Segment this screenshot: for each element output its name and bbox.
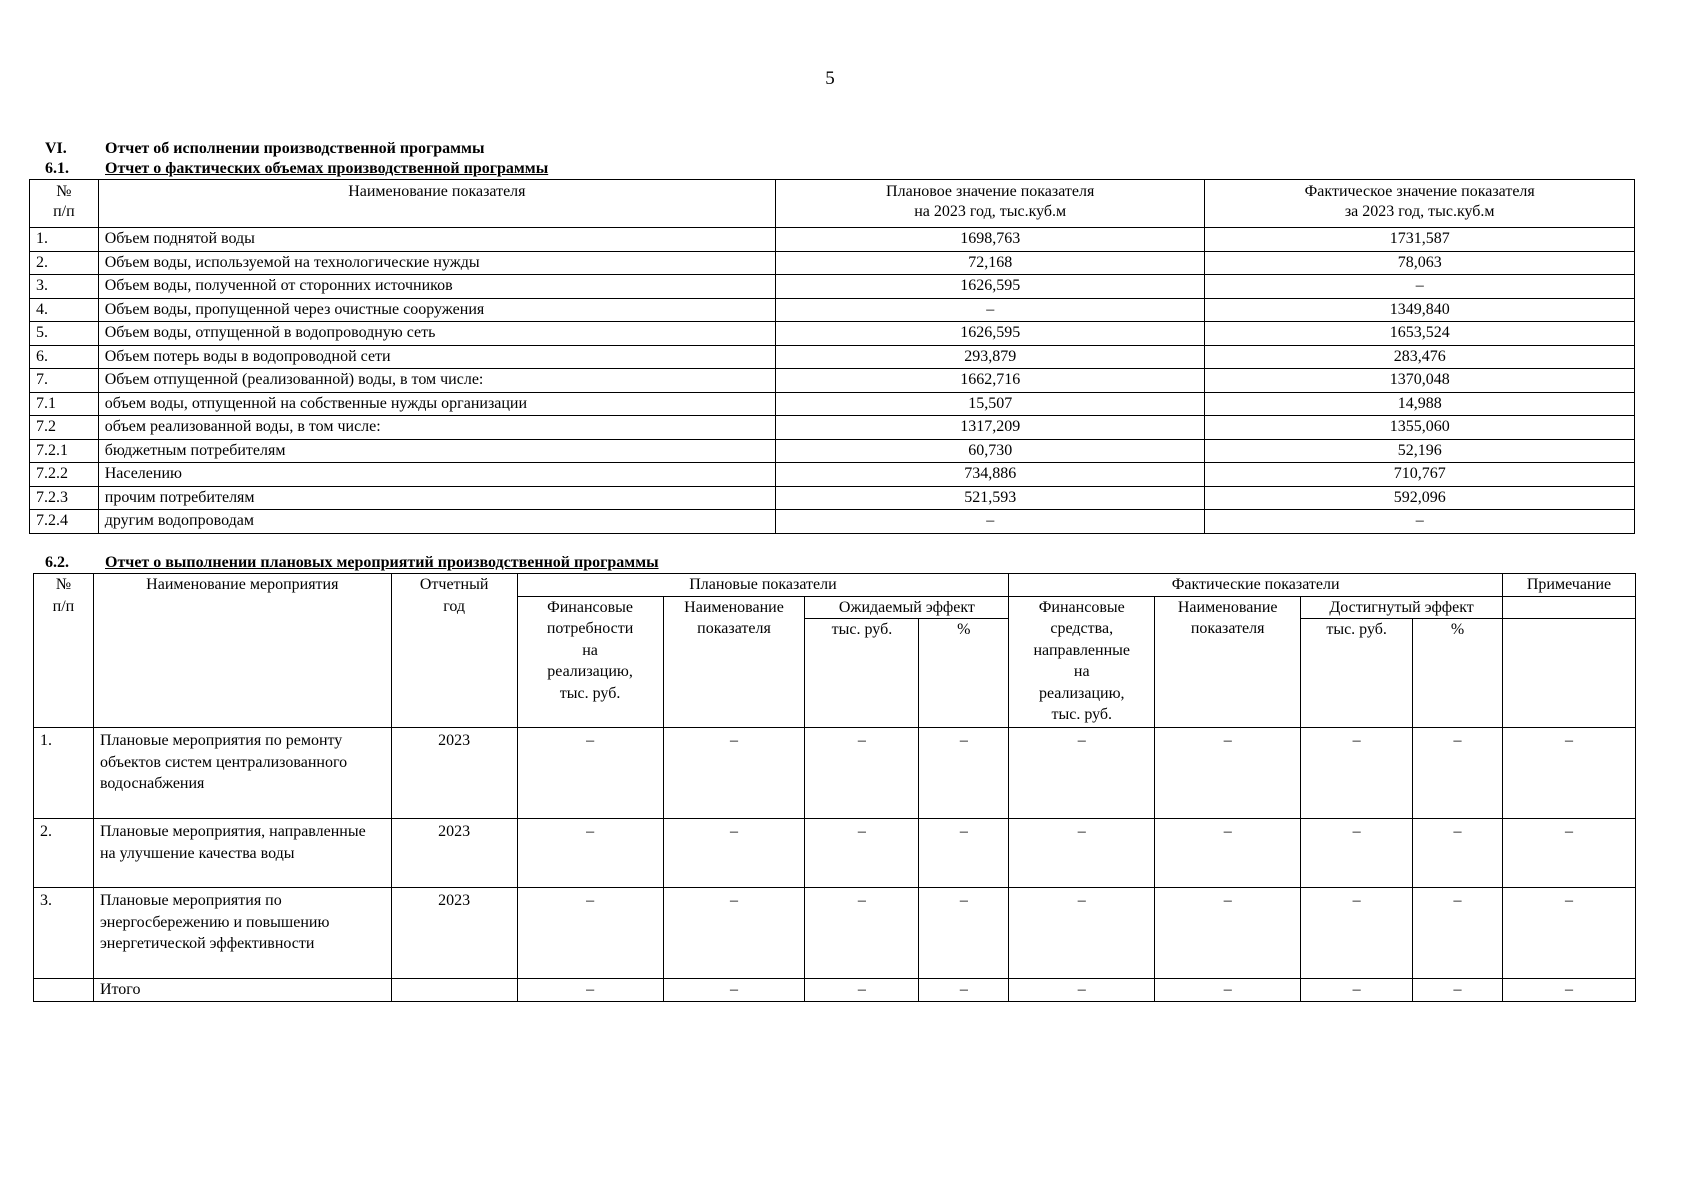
section-vi-title: Отчет об исполнении производственной программы <box>105 140 485 157</box>
report-year: 2023 <box>391 819 517 888</box>
measure-value: – <box>1301 979 1413 1002</box>
measure-value: – <box>663 728 805 819</box>
fact-value: 1370,048 <box>1205 369 1635 393</box>
section-61-heading <box>45 160 548 178</box>
indicator-name: Объем поднятой воды <box>98 228 775 252</box>
report-year: 2023 <box>391 888 517 979</box>
row-number: 7.2.2 <box>30 463 99 487</box>
table2-body <box>34 728 1636 1002</box>
indicator-name: Объем воды, отпущенной в водопроводную сеть <box>98 322 775 346</box>
page-number: 5 <box>825 68 835 89</box>
row-number: 2. <box>30 251 99 275</box>
indicator-name: другим водопроводам <box>98 510 775 534</box>
section-62-heading <box>45 554 659 572</box>
fact-value: 14,988 <box>1205 392 1635 416</box>
table1-body <box>30 228 1635 534</box>
measure-value: – <box>919 888 1009 979</box>
fact-value: 283,476 <box>1205 345 1635 369</box>
table2-header-note-spacer <box>1502 596 1635 619</box>
measure-value: – <box>919 819 1009 888</box>
measure-number: 1. <box>34 728 94 819</box>
table2-header-plan-effect: Ожидаемый эффект <box>805 596 1009 619</box>
indicator-name: объем воды, отпущенной на собственные нужды организации <box>98 392 775 416</box>
plan-value: 521,593 <box>776 486 1205 510</box>
indicator-name: Объем воды, пропущенной через очистные сооружения <box>98 298 775 322</box>
measure-value: – <box>1502 728 1635 819</box>
fact-value: 1349,840 <box>1205 298 1635 322</box>
table-row <box>30 463 1635 487</box>
measure-value: – <box>517 979 663 1002</box>
row-number: 5. <box>30 322 99 346</box>
measure-name: Плановые мероприятия по ремонту объектов систем централизованного водоснабжения <box>93 728 391 819</box>
measure-value: – <box>1413 979 1503 1002</box>
measure-value: – <box>1155 979 1301 1002</box>
table2-header-plan-rub: тыс. руб. <box>805 619 919 728</box>
measure-value: – <box>1413 819 1503 888</box>
plan-value: 734,886 <box>776 463 1205 487</box>
fact-value: 710,767 <box>1205 463 1635 487</box>
indicator-name: бюджетным потребителям <box>98 439 775 463</box>
plan-value: 72,168 <box>776 251 1205 275</box>
indicator-name: прочим потребителям <box>98 486 775 510</box>
plan-value: 15,507 <box>776 392 1205 416</box>
measure-value: – <box>663 819 805 888</box>
table-row <box>34 888 1636 979</box>
measure-name: Итого <box>93 979 391 1002</box>
measure-value: – <box>805 888 919 979</box>
report-year: 2023 <box>391 728 517 819</box>
table2-header-fact-pct: % <box>1413 619 1503 728</box>
measure-number <box>34 979 94 1002</box>
table2-header-name: Наименование мероприятия <box>93 574 391 728</box>
table2-header-plan-pct: % <box>919 619 1009 728</box>
table2-header-plan-fin: Финансовые потребности на реализацию, тыс. руб. <box>517 596 663 728</box>
measure-value: – <box>517 728 663 819</box>
table-row <box>30 298 1635 322</box>
measure-value: – <box>919 979 1009 1002</box>
plan-value: 1698,763 <box>776 228 1205 252</box>
measure-value: – <box>1502 888 1635 979</box>
section-61-number: 6.1. <box>45 160 69 177</box>
fact-value: 1653,524 <box>1205 322 1635 346</box>
measure-name: Плановые мероприятия по энергосбережению и повышению энергетической эффективности <box>93 888 391 979</box>
row-number: 7.2.1 <box>30 439 99 463</box>
table-row <box>30 275 1635 299</box>
measure-value: – <box>919 728 1009 819</box>
measure-name: Плановые мероприятия, направленные на улучшение качества воды <box>93 819 391 888</box>
plan-value: 1662,716 <box>776 369 1205 393</box>
table-row <box>30 510 1635 534</box>
row-number: 7. <box>30 369 99 393</box>
plan-value: 60,730 <box>776 439 1205 463</box>
plan-value: 293,879 <box>776 345 1205 369</box>
measure-value: – <box>1009 979 1155 1002</box>
measure-value: – <box>805 819 919 888</box>
planned-measures-table <box>33 573 1636 1002</box>
section-62-number: 6.2. <box>45 554 69 571</box>
measure-value: – <box>1155 728 1301 819</box>
row-number: 7.1 <box>30 392 99 416</box>
measure-value: – <box>663 888 805 979</box>
table-row <box>34 728 1636 819</box>
row-number: 7.2 <box>30 416 99 440</box>
row-number: 1. <box>30 228 99 252</box>
table-row <box>30 369 1635 393</box>
measure-value: – <box>517 888 663 979</box>
indicator-name: Объем воды, полученной от сторонних источников <box>98 275 775 299</box>
measure-value: – <box>1009 728 1155 819</box>
measure-number: 2. <box>34 819 94 888</box>
fact-value: – <box>1205 275 1635 299</box>
fact-value: 592,096 <box>1205 486 1635 510</box>
section-62-title: Отчет о выполнении плановых мероприятий производственной программы <box>105 554 659 571</box>
table-row <box>30 486 1635 510</box>
table2-header-fact-rub: тыс. руб. <box>1301 619 1413 728</box>
measure-value: – <box>663 979 805 1002</box>
plan-value: – <box>776 298 1205 322</box>
table-row <box>30 392 1635 416</box>
fact-value: – <box>1205 510 1635 534</box>
plan-value: 1626,595 <box>776 322 1205 346</box>
row-number: 4. <box>30 298 99 322</box>
section-61-title: Отчет о фактических объемах производственной программы <box>105 160 549 177</box>
indicator-name: Объем потерь воды в водопроводной сети <box>98 345 775 369</box>
table1-header-name: Наименование показателя <box>98 180 775 228</box>
measure-value: – <box>1413 888 1503 979</box>
fact-value: 78,063 <box>1205 251 1635 275</box>
measure-value: – <box>1502 819 1635 888</box>
measure-number: 3. <box>34 888 94 979</box>
table1-header-fact: Фактическое значение показателя за 2023 год, тыс.куб.м <box>1205 180 1635 228</box>
report-year <box>391 979 517 1002</box>
table-row <box>30 251 1635 275</box>
indicator-name: объем реализованной воды, в том числе: <box>98 416 775 440</box>
row-number: 7.2.4 <box>30 510 99 534</box>
measure-value: – <box>805 979 919 1002</box>
table1-header-num: № п/п <box>30 180 99 228</box>
fact-value: 1731,587 <box>1205 228 1635 252</box>
measure-value: – <box>517 819 663 888</box>
measure-value: – <box>1413 728 1503 819</box>
table2-header-plan-group: Плановые показатели <box>517 574 1009 597</box>
table-row <box>30 345 1635 369</box>
fact-value: 52,196 <box>1205 439 1635 463</box>
table-row <box>30 416 1635 440</box>
measure-value: – <box>1301 819 1413 888</box>
table2-header-fact-group: Фактические показатели <box>1009 574 1503 597</box>
table2-header-fact-indicator: Наименование показателя <box>1155 596 1301 728</box>
table-row <box>34 979 1636 1002</box>
indicator-name: Объем отпущенной (реализованной) воды, в том числе: <box>98 369 775 393</box>
production-volumes-table <box>29 179 1635 534</box>
table2-header-year: Отчетный год <box>391 574 517 728</box>
row-number: 6. <box>30 345 99 369</box>
indicator-name: Населению <box>98 463 775 487</box>
table2-header-num: № п/п <box>34 574 94 728</box>
plan-value: 1317,209 <box>776 416 1205 440</box>
table2-header-row-1 <box>34 574 1636 597</box>
measure-value: – <box>1009 888 1155 979</box>
table2-header-note-spacer-2 <box>1502 619 1635 728</box>
table1-header-plan: Плановое значение показателя на 2023 год, тыс.куб.м <box>776 180 1205 228</box>
measure-value: – <box>1009 819 1155 888</box>
table2-header-fact-effect: Достигнутый эффект <box>1301 596 1503 619</box>
table1-header-row <box>30 180 1635 228</box>
table-row <box>30 439 1635 463</box>
measure-value: – <box>1155 888 1301 979</box>
measure-value: – <box>1155 819 1301 888</box>
measure-value: – <box>1301 728 1413 819</box>
table-row <box>30 228 1635 252</box>
indicator-name: Объем воды, используемой на технологические нужды <box>98 251 775 275</box>
plan-value: – <box>776 510 1205 534</box>
table2-header-plan-indicator: Наименование показателя <box>663 596 805 728</box>
row-number: 7.2.3 <box>30 486 99 510</box>
section-vi-number: VI. <box>45 140 67 157</box>
measure-value: – <box>1502 979 1635 1002</box>
plan-value: 1626,595 <box>776 275 1205 299</box>
table-row <box>30 322 1635 346</box>
fact-value: 1355,060 <box>1205 416 1635 440</box>
row-number: 3. <box>30 275 99 299</box>
table2-header-fact-fin: Финансовые средства, направленные на реализацию, тыс. руб. <box>1009 596 1155 728</box>
table-row <box>34 819 1636 888</box>
measure-value: – <box>805 728 919 819</box>
section-vi-heading <box>45 140 484 158</box>
measure-value: – <box>1301 888 1413 979</box>
table2-header-note: Примечание <box>1502 574 1635 597</box>
